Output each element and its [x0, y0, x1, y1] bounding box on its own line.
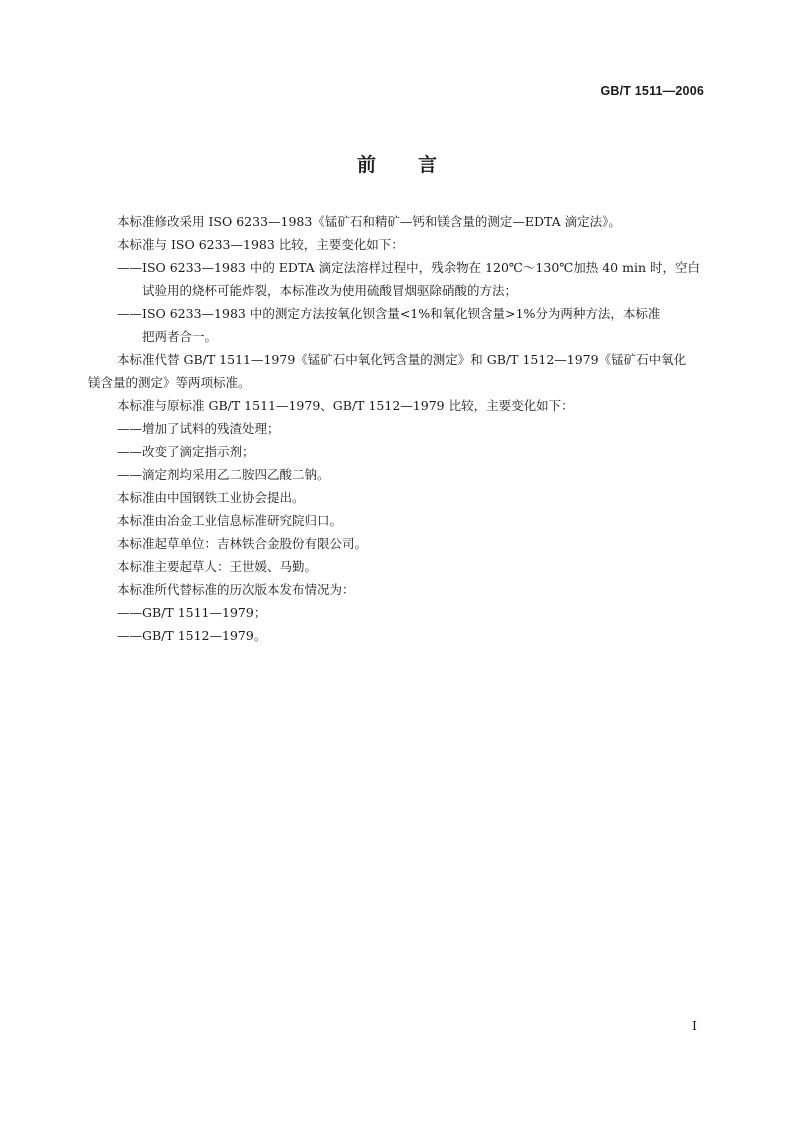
list-item-line: ——GB/T 1512—1979。 [117, 628, 267, 643]
list-item-line: ——滴定剂均采用乙二胺四乙酸二钠。 [117, 467, 330, 482]
paragraph-line: 本标准与原标准 GB/T 1511—1979、GB/T 1512—1979 比较，主要变化如下： [117, 398, 574, 413]
paragraph-line: 本标准修改采用 ISO 6233—1983《锰矿石和精矿—钙和镁含量的测定—EDTA 滴定法》。 [117, 214, 621, 229]
list-item-continuation: 试验用的烧杯可能炸裂，本标准改为使用硫酸冒烟驱除硝酸的方法； [142, 283, 518, 298]
list-item-line: ——GB/T 1511—1979； [117, 605, 267, 620]
list-item-line: ——ISO 6233—1983 中的 EDTA 滴定法溶样过程中，残余物在 120℃～130℃加热 40 min 时，空白 [117, 260, 700, 275]
paragraph-line: 本标准所代替标准的历次版本发布情况为： [117, 582, 355, 597]
paragraph-line: 本标准起草单位：吉林铁合金股份有限公司。 [117, 536, 368, 551]
list-item-continuation: 把两者合一。 [142, 329, 218, 344]
page-number: I [692, 1018, 697, 1033]
title-char-2: 言 [418, 154, 438, 176]
foreword-body [88, 210, 705, 647]
list-item-line: ——ISO 6233—1983 中的测定方法按氧化钡含量<1%和氧化钡含量>1%分为两种方法，本标准 [117, 306, 661, 321]
paragraph-line: 本标准代替 GB/T 1511—1979《锰矿石中氧化钙含量的测定》和 GB/T 1512—1979《锰矿石中氧化 [117, 352, 687, 367]
list-item-line: ——改变了滴定指示剂； [117, 444, 255, 459]
paragraph-line: 本标准由中国钢铁工业协会提出。 [117, 490, 305, 505]
paragraph-continuation: 镁含量的测定》等两项标准。 [88, 375, 251, 390]
list-item-line: ——增加了试料的残渣处理； [117, 421, 280, 436]
document-code: GB/T 1511—2006 [600, 84, 704, 98]
page-title [0, 150, 794, 177]
paragraph-line: 本标准与 ISO 6233—1983 比较，主要变化如下： [117, 237, 404, 252]
paragraph-line: 本标准主要起草人：王世媛、马勤。 [117, 559, 318, 574]
paragraph-line: 本标准由冶金工业信息标准研究院归口。 [117, 513, 343, 528]
title-char-1: 前 [356, 154, 376, 176]
